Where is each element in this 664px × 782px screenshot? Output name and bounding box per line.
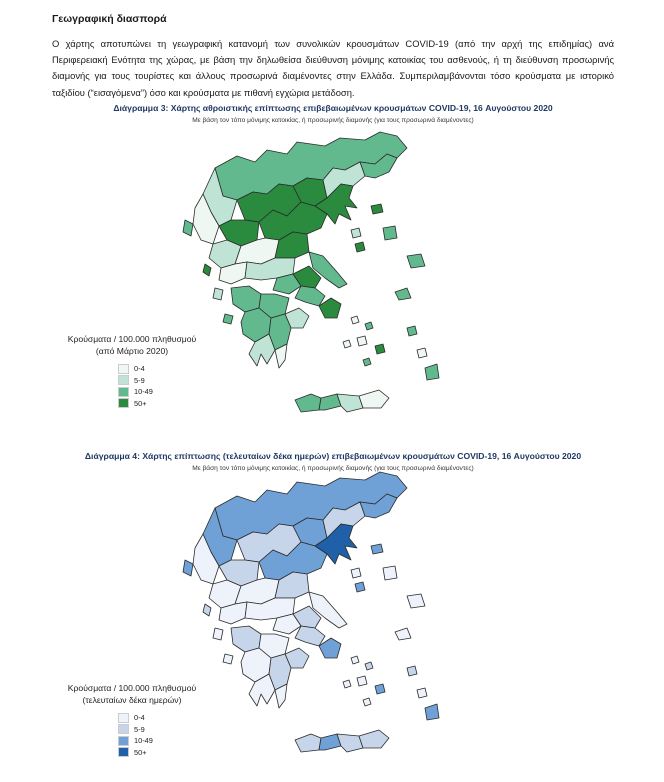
fig3-region <box>365 322 373 330</box>
fig4-region <box>343 680 351 688</box>
fig4-region <box>295 626 325 646</box>
fig3-region <box>425 364 439 380</box>
fig4-region <box>203 604 211 616</box>
figure3-legend <box>52 334 212 409</box>
legend-label: 10-49 <box>134 387 153 397</box>
fig3-region <box>395 288 411 300</box>
fig3-region <box>231 286 261 312</box>
legend-item <box>118 386 212 398</box>
figure3-title: Διάγραμμα 3: Χάρτης αθροιστικής επίπτωσης επιβεβαιωμένων κρουσμάτων COVID-19, 16 Αυγούστου 2020 <box>113 103 553 113</box>
fig3-region <box>203 264 211 276</box>
legend-item <box>118 712 212 724</box>
fig4-region <box>425 704 439 720</box>
legend-item <box>118 363 212 375</box>
fig3-region <box>295 286 325 306</box>
fig4-region <box>223 654 233 664</box>
fig3-region <box>357 336 367 346</box>
intro-paragraph: Ο χάρτης αποτυπώνει τη γεωγραφική κατανομή των συνολικών κρουσμάτων COVID-19 (από την αρχή της επιδημίας) ανά Περιφερειακή Ενότητα της χώρας, με βάση την δηλωθείσα διεύθυνση μόνιμης κατοικίας του ασθενούς, ή τη διεύθυνση προσωρινής διαμονής για τους τουρίστες και άλλους προσωρινά διαμένοντες στην Ελλάδα. Συμπεριλαμβάνονται τόσο κρούσματα με ιστορικό ταξιδίου (“εισαγόμενα”) όσο και κρούσματα με πιθανή εγχώρια μετάδοση. <box>52 38 614 98</box>
fig3-region <box>363 358 371 366</box>
legend-item <box>118 375 212 387</box>
fig4-region <box>383 566 397 580</box>
fig4-region <box>355 582 365 592</box>
legend-swatch <box>118 724 129 734</box>
figure3-subtitle: Με βάση τον τόπο μόνιμης κατοικίας, ή προσωρινής διαμονής (για τους προσωρινά διαμένοντες) <box>192 117 474 124</box>
figure4-legend <box>52 683 212 758</box>
legend-label: 50+ <box>134 398 147 408</box>
fig4-region <box>363 698 371 706</box>
figure3-legend-title: Κρούσματα / 100.000 πληθυσμού <box>67 334 197 344</box>
figure3-map <box>175 128 440 423</box>
fig3-region <box>351 316 359 324</box>
figure4-subtitle: Με βάση τον τόπο μόνιμης κατοικίας, ή προσωρινής διαμονής (για τους προσωρινά διαμένοντες) <box>192 465 474 472</box>
fig3-region <box>383 226 397 240</box>
fig3-region <box>355 242 365 252</box>
legend-swatch <box>118 736 129 746</box>
fig4-region <box>359 730 389 748</box>
fig3-region <box>223 314 233 324</box>
legend-label: 10-49 <box>134 736 153 746</box>
legend-item <box>118 735 212 747</box>
fig4-region <box>213 628 223 640</box>
legend-label: 50+ <box>134 747 147 757</box>
legend-swatch <box>118 364 129 374</box>
fig4-region <box>407 594 425 608</box>
fig4-region <box>351 656 359 664</box>
fig4-region <box>183 560 193 576</box>
fig3-region <box>295 394 321 412</box>
fig3-region <box>375 344 385 354</box>
fig3-region <box>417 348 427 358</box>
fig4-region <box>371 544 383 554</box>
fig4-region <box>231 626 261 652</box>
fig4-region <box>407 666 417 676</box>
fig4-region <box>351 568 361 578</box>
fig4-region <box>375 684 385 694</box>
fig4-region <box>357 676 367 686</box>
legend-item <box>118 398 212 410</box>
legend-item <box>118 747 212 759</box>
fig3-region <box>359 390 389 408</box>
legend-swatch <box>118 398 129 408</box>
figure4-legend-subtitle: (τελευταίων δέκα ημερών) <box>82 694 182 705</box>
fig4-region <box>365 662 373 670</box>
fig3-region <box>407 254 425 268</box>
fig3-region <box>407 326 417 336</box>
fig3-region <box>183 220 193 236</box>
legend-item <box>118 724 212 736</box>
legend-label: 0-4 <box>134 713 145 723</box>
fig4-region <box>395 628 411 640</box>
legend-label: 0-4 <box>134 364 145 374</box>
fig3-region <box>351 228 361 238</box>
fig4-region <box>295 734 321 752</box>
figure4-map <box>175 468 440 763</box>
legend-label: 5-9 <box>134 375 145 385</box>
figure4-legend-title: Κρούσματα / 100.000 πληθυσμού <box>67 683 197 693</box>
figure3-legend-subtitle: (από Μάρτιο 2020) <box>95 345 169 356</box>
legend-swatch <box>118 713 129 723</box>
fig3-region <box>343 340 351 348</box>
legend-swatch <box>118 375 129 385</box>
fig4-region <box>417 688 427 698</box>
section-title: Γεωγραφική διασπορά <box>52 13 167 25</box>
fig3-region <box>371 204 383 214</box>
legend-label: 5-9 <box>134 724 145 734</box>
figure4-title: Διάγραμμα 4: Χάρτης επίπτωσης (τελευταίων δέκα ημερών) επιβεβαιωμένων κρουσμάτων COVID-19, 16 Αυγούστου 2020 <box>84 451 582 461</box>
legend-swatch <box>118 747 129 757</box>
legend-swatch <box>118 387 129 397</box>
fig3-region <box>213 288 223 300</box>
